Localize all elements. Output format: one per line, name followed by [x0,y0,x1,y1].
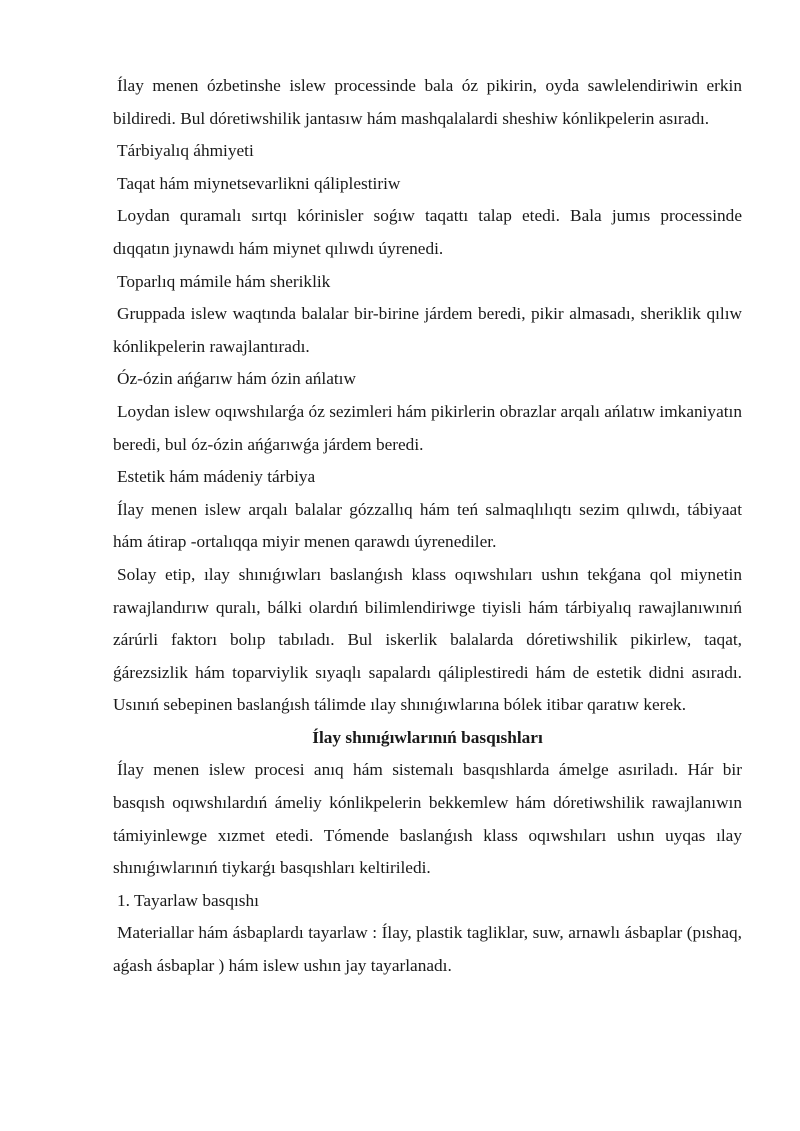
subheading-preparation-stage: 1. Tayarlaw basqıshı [117,890,259,910]
paragraph-aesthetic: Ílay menen islew arqalı balalar gózzallıq hám teń salmaqlılıqtı sezim qılıwdı, tábiyaat hám átirap -ortalıqqa miyir menen qarawdı úyrenediler. [113,499,742,552]
paragraph-teamwork: Gruppada islew waqtında balalar bir-birine járdem beredi, pikir almasadı, sheriklik qılıw kónlikpelerin rawajlantıradı. [113,304,742,356]
subheading-educational-importance: Tárbiyalıq áhmiyeti [117,141,254,161]
paragraph-intro: Ílay menen ózbetinshe islew processinde bala óz pikirin, oyda sawlelendiriwin erkin bildiredi. Bul dóretiwshilik jantasıw hám mashqalalardi sheshiw kónlikpelerin asıradı. [113,76,742,128]
paragraph-stages-intro: Ílay menen islew procesi anıq hám sistemalı basqıshlarda ámelge asıriladı. Hár bir basqısh oqıwshılardıń ámeliy kónlikpelerin bekkemlew hám dóretiwshilik rawajlanıwın támiyinlewge xızmet etedi. Tómende baslanǵısh klass oqıwshıları ushın uyqas ılay shınıǵıwlarınıń tiykarǵı basqıshları keltiriledi. [113,760,742,878]
subheading-teamwork: Toparlıq mámile hám sheriklik [117,271,331,291]
document-body [113,70,742,983]
section-heading-stages: Ílay shınıǵıwlarınıń basqıshları [312,727,543,747]
paragraph-patience: Loydan quramalı sırtqı kórinisler soǵıw taqattı talap etedi. Bala jumıs processinde dıqqatın jıynawdı hám miynet qılıwdı úyrenedi. [113,206,742,258]
paragraph-self-expression: Loydan islew oqıwshılarǵa óz sezimleri hám pikirlerin obrazlar arqalı ańlatıw imkaniyatın beredi, bul óz-ózin ańǵarıwǵa járdem beredi. [113,401,742,454]
paragraph-preparation: Materiallar hám ásbaplardı tayarlaw : Ílay, plastik tagliklar, suw, arnawlı ásbaplar (pıshaq, aǵash ásbaplar ) hám islew ushın jay tayarlanadı. [113,923,742,976]
subheading-aesthetic: Estetik hám mádeniy tárbiya [117,467,316,487]
subheading-self-expression: Óz-ózin ańǵarıw hám ózin ańlatıw [117,369,356,389]
paragraph-conclusion: Solay etip, ılay shınıǵıwları baslanǵısh klass oqıwshıları ushın tekǵana qol miynetin rawajlandırıw quralı, bálki olardıń bilimlendiriwge tiyisli hám tárbiyalıq rawajlanıwınıń zárúrli faktorı bolıp tabıladı. Bul iskerlik balalarda dóretiwshilik pikirlew, taqat, ǵárezsizlik hám toparviylik sıyaqlı sapalardı qáliplestiredi hám de estetik didni asıradı. Usınıń sebepinen baslanǵısh tálimde ılay shınıǵıwlarına bólek itibar qaratıw kerek. [113,564,742,715]
subheading-patience: Taqat hám miynetsevarlikni qáliplestiriw [117,173,401,193]
